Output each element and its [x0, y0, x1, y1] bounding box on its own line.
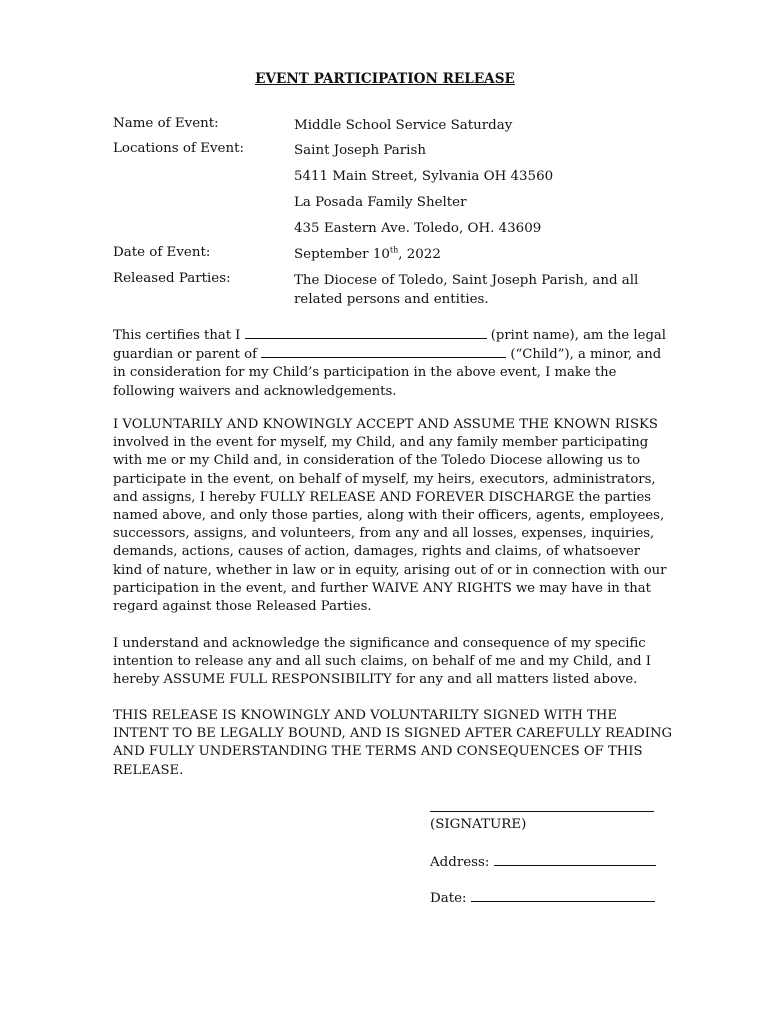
acknowledgement-paragraph: I understand and acknowledge the significance and consequence of my specific intention to release any and all such claims, on behalf of me and my Child, and I hereby ASSUME FULL RESPONSIBILITY for any and all matters listed above.: [113, 636, 651, 688]
address-field[interactable]: [494, 853, 656, 866]
address-label: Address:: [430, 855, 494, 870]
location-2-name: La Posada Family Shelter: [294, 195, 467, 210]
child-name-field[interactable]: [261, 345, 506, 358]
certify-text-1: This certifies that I: [113, 328, 245, 343]
location-1-name: Saint Joseph Parish: [294, 143, 426, 158]
certify-text-2: (print name), am the legal guardian or parent of: [113, 328, 666, 363]
event-date-prefix: September 10: [294, 247, 390, 262]
event-name-value: Middle School Service Saturday: [294, 118, 513, 133]
certification-paragraph: [113, 326, 673, 401]
date-field[interactable]: [471, 889, 655, 902]
address-row: [430, 853, 656, 870]
print-name-field[interactable]: [245, 326, 487, 339]
location-2-address: 435 Eastern Ave. Toledo, OH. 43609: [294, 221, 542, 236]
release-paragraph: I VOLUNTARILY AND KNOWINGLY ACCEPT AND ASSUME THE KNOWN RISKS involved in the event for myself, my Child, and any family member participating with me or my Child and, in consideration of the Toledo Diocese allowing us to participate in the event, on behalf of myself, my heirs, executors, administrators, and assigns, I hereby FULLY RELEASE AND FOREVER DISCHARGE the parties named above, and only those parties, along with their officers, agents, employees, successors, assigns, and volunteers, from any and all losses, expenses, inquiries, demands, actions, causes of action, damages, rights and claims, of whatsoever kind of nature, whether in law or in equity, arising out of or in connection with our participation in the event, and further WAIVE ANY RIGHTS we may have in that regard against those Released Parties.: [113, 417, 667, 615]
released-parties-label: Released Parties:: [113, 271, 231, 286]
event-date-ordinal: th: [389, 245, 399, 255]
signature-label: (SIGNATURE): [430, 817, 527, 832]
released-parties-value: The Diocese of Toledo, Saint Joseph Parish, and all related persons and entities.: [294, 273, 639, 307]
signature-line[interactable]: [430, 811, 654, 812]
legal-bound-paragraph: THIS RELEASE IS KNOWINGLY AND VOLUNTARILTY SIGNED WITH THE INTENT TO BE LEGALLY BOUND, AND IS SIGNED AFTER CAREFULLY READING AND FULLY UNDERSTANDING THE TERMS AND CONSEQUENCES OF THIS RELEASE.: [113, 708, 673, 778]
event-date-label: Date of Event:: [113, 245, 211, 260]
location-1-address: 5411 Main Street, Sylvania OH 43560: [294, 169, 554, 184]
document-title: EVENT PARTICIPATION RELEASE: [255, 71, 515, 87]
date-row: [430, 889, 655, 906]
event-name-label: Name of Event:: [113, 116, 219, 131]
date-label: Date:: [430, 891, 471, 906]
event-locations-label: Locations of Event:: [113, 141, 244, 156]
event-date-suffix: , 2022: [398, 247, 441, 262]
event-date-value: [294, 245, 664, 264]
certify-text-3: (“Child”), a minor, and in consideration for my Child’s participation in the above event, I make the following waivers and acknowledgements.: [113, 347, 662, 399]
